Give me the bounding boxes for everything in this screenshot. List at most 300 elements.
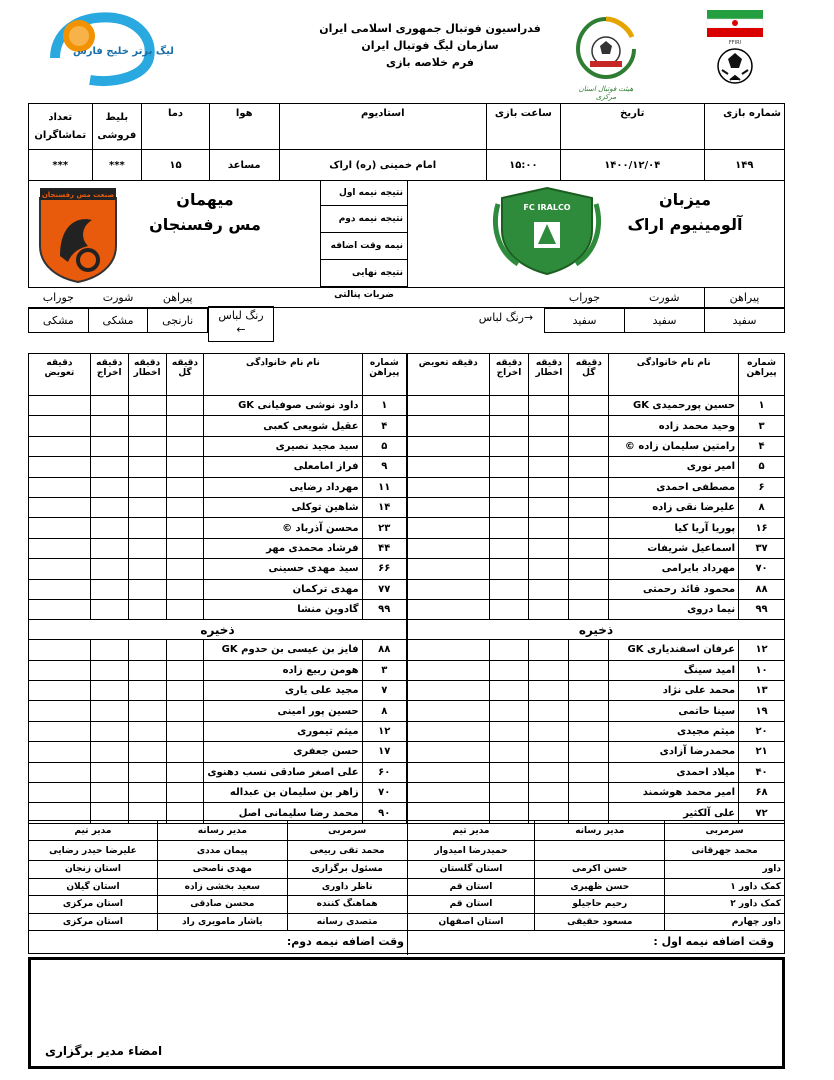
home-event-cell	[529, 599, 569, 619]
home-player-name: محمود قائد رحمتی	[609, 579, 739, 599]
home-head-coach-label: سرمربی	[665, 821, 785, 841]
away-event-cell	[90, 497, 128, 517]
away-head-coach-label: سرمربی	[287, 821, 407, 841]
away-player-row	[29, 396, 407, 416]
info-header-temperature: دما	[142, 104, 210, 150]
away-event-cell	[29, 477, 91, 497]
home-event-cell	[529, 762, 569, 782]
home-event-cell	[489, 477, 529, 497]
organizer-name: سعید بخشی زاده	[157, 878, 287, 896]
away-event-cell	[90, 416, 128, 436]
away-player-row	[29, 436, 407, 456]
away-player-row	[29, 559, 407, 579]
home-player-number: ۴	[739, 436, 785, 456]
away-player-number: ۴۴	[362, 538, 406, 558]
extra-time-first-half-label: وقت اضافه نیمه اول :	[653, 935, 774, 948]
home-player-name: علی آلکثیر	[609, 803, 739, 823]
info-value-temperature: ۱۵	[142, 150, 210, 181]
league-logo-text: لیگ برتر خلیج فارس	[73, 46, 174, 57]
home-player-row	[408, 538, 785, 558]
away-player-row	[29, 416, 407, 436]
away-event-cell	[90, 396, 128, 416]
away-event-cell	[166, 762, 204, 782]
home-event-cell	[569, 681, 609, 701]
away-event-cell	[128, 762, 166, 782]
home-player-number: ۲۱	[739, 742, 785, 762]
away-event-cell	[29, 436, 91, 456]
home-player-name: امیر محمد هوشمند	[609, 783, 739, 803]
home-player-name: امیر نوری	[609, 457, 739, 477]
away-player-row	[29, 762, 407, 782]
away-event-cell	[128, 477, 166, 497]
away-lineup-table	[28, 353, 407, 824]
home-event-cell	[489, 701, 529, 721]
away-event-cell	[29, 416, 91, 436]
away-event-cell	[29, 497, 91, 517]
info-value-time: ۱۵:۰۰	[486, 150, 560, 181]
away-media-manager-label: مدیر رسانه	[157, 821, 287, 841]
away-event-cell	[90, 559, 128, 579]
away-event-cell	[90, 640, 128, 660]
home-event-cell	[529, 559, 569, 579]
staff-section	[28, 820, 785, 931]
away-event-cell	[90, 518, 128, 538]
away-player-number: ۷۷	[362, 579, 406, 599]
home-lineup-header: دقیقه اخراج	[489, 354, 529, 396]
away-event-cell	[29, 681, 91, 701]
home-event-cell	[489, 599, 529, 619]
organizer-name: محسن صادقی	[157, 896, 287, 914]
home-event-cell	[569, 640, 609, 660]
official-name: مسعود حقیقی	[535, 913, 665, 931]
home-event-cell	[408, 396, 490, 416]
home-player-name: مصطفی احمدی	[609, 477, 739, 497]
home-lineup-header: دقیقه تعویض	[408, 354, 490, 396]
home-event-cell	[569, 436, 609, 456]
away-player-name: شاهین توکلی	[204, 497, 362, 517]
away-event-cell	[29, 640, 91, 660]
away-event-cell	[128, 538, 166, 558]
away-player-number: ۳	[362, 660, 406, 680]
home-event-cell	[529, 660, 569, 680]
info-header-spectators: تعداد تماشاگران	[29, 104, 93, 150]
away-player-name: سید مهدی حسینی	[204, 559, 362, 579]
away-event-cell	[90, 436, 128, 456]
home-player-number: ۸	[739, 497, 785, 517]
home-lineup-header: دقیقه اخطار	[529, 354, 569, 396]
home-player-row	[408, 416, 785, 436]
home-media-manager-name	[535, 841, 665, 861]
home-event-cell	[489, 457, 529, 477]
home-event-cell	[569, 559, 609, 579]
away-player-name: هومن ربیع زاده	[204, 660, 362, 680]
away-player-number: ۶۶	[362, 559, 406, 579]
away-event-cell	[166, 701, 204, 721]
result-second-half-label: نتیجه نیمه دوم	[320, 206, 408, 233]
svg-text:FC IRALCO: FC IRALCO	[523, 203, 571, 212]
home-event-cell	[489, 396, 529, 416]
away-event-cell	[90, 660, 128, 680]
away-event-cell	[90, 783, 128, 803]
away-player-number: ۹۰	[362, 803, 406, 823]
result-extra-time-label: نیمه وقت اضافه	[320, 233, 408, 260]
home-player-number: ۵	[739, 457, 785, 477]
away-event-cell	[29, 701, 91, 721]
official-name: حسن اکرمی	[535, 861, 665, 879]
away-event-cell	[90, 579, 128, 599]
away-event-cell	[166, 457, 204, 477]
away-player-name: مهدی ترکمان	[204, 579, 362, 599]
away-event-cell	[128, 742, 166, 762]
organizer-name: مهدی ناصحی	[157, 861, 287, 879]
away-event-cell	[166, 681, 204, 701]
away-player-row	[29, 497, 407, 517]
penalty-label: ضربات پنالتی	[334, 290, 394, 300]
home-player-number: ۱۳	[739, 681, 785, 701]
away-player-number: ۵	[362, 436, 406, 456]
home-event-cell	[569, 396, 609, 416]
away-kit-socks-color: مشکی	[29, 308, 89, 332]
away-lineup-header: دقیقه اخطار	[128, 354, 166, 396]
away-player-name: محسن آذرباد ©	[204, 518, 362, 538]
away-player-row	[29, 783, 407, 803]
home-event-cell	[569, 538, 609, 558]
away-event-cell	[166, 640, 204, 660]
svg-text:صنعت مس رفسنجان: صنعت مس رفسنجان	[41, 191, 115, 199]
home-event-cell	[489, 742, 529, 762]
away-event-cell	[90, 477, 128, 497]
home-event-cell	[408, 721, 490, 741]
home-event-cell	[408, 701, 490, 721]
home-kit-table	[544, 288, 785, 333]
away-kit-arrow: ←	[236, 323, 246, 336]
organizer-province: استان مرکزی	[29, 913, 158, 931]
official-role: داور	[665, 861, 785, 879]
home-player-number: ۳۷	[739, 538, 785, 558]
official-province: استان اصفهان	[407, 913, 535, 931]
away-player-name: فراز امامعلی	[204, 457, 362, 477]
home-player-name: مهرداد بایرامی	[609, 559, 739, 579]
home-player-row	[408, 640, 785, 660]
away-event-cell	[29, 538, 91, 558]
home-event-cell	[408, 416, 490, 436]
home-kit-header-shorts: شورت	[648, 291, 680, 305]
official-name: حسن ظهیری	[535, 878, 665, 896]
away-player-name: مجید علی یاری	[204, 681, 362, 701]
away-event-cell	[166, 396, 204, 416]
away-event-cell	[128, 579, 166, 599]
provincial-board-logo	[570, 15, 642, 101]
organizer-province: استان مرکزی	[29, 896, 158, 914]
official-province: استان گلستان	[407, 861, 535, 879]
home-head-coach-name: محمد جهرقانی	[665, 841, 785, 861]
home-player-number: ۲۰	[739, 721, 785, 741]
home-player-row	[408, 701, 785, 721]
home-event-cell	[529, 518, 569, 538]
away-event-cell	[128, 396, 166, 416]
home-kit-header-socks: جوراب	[568, 291, 601, 305]
home-event-cell	[569, 721, 609, 741]
info-header-time: ساعت بازی	[486, 104, 560, 150]
away-event-cell	[29, 742, 91, 762]
away-event-cell	[128, 457, 166, 477]
away-event-cell	[90, 457, 128, 477]
info-value-weather: مساعد	[209, 150, 279, 181]
away-event-cell	[128, 783, 166, 803]
away-event-cell	[166, 599, 204, 619]
away-event-cell	[166, 416, 204, 436]
home-team-manager-name: حمیدرضا امیدوار	[407, 841, 535, 861]
away-player-name: فایز بن عیسی بن حدوم GK	[204, 640, 362, 660]
away-event-cell	[29, 762, 91, 782]
home-event-cell	[569, 783, 609, 803]
away-player-number: ۱۷	[362, 742, 406, 762]
home-event-cell	[569, 579, 609, 599]
home-player-number: ۷۰	[739, 559, 785, 579]
away-event-cell	[166, 477, 204, 497]
home-player-row	[408, 721, 785, 741]
home-event-cell	[569, 457, 609, 477]
home-event-cell	[408, 538, 490, 558]
away-player-row	[29, 579, 407, 599]
home-event-cell	[489, 579, 529, 599]
home-kit-shirt-color: سفید	[705, 308, 785, 332]
away-lineup-grid	[28, 353, 407, 824]
home-event-cell	[408, 681, 490, 701]
result-labels	[320, 180, 408, 287]
away-player-row	[29, 701, 407, 721]
away-kit-label: رنگ لباس	[218, 309, 264, 322]
home-player-row	[408, 579, 785, 599]
home-player-name: حسین پورحمیدی GK	[609, 396, 739, 416]
home-event-cell	[569, 742, 609, 762]
home-event-cell	[529, 681, 569, 701]
away-event-cell	[128, 660, 166, 680]
home-team-label: میزبان	[658, 190, 712, 209]
home-event-cell	[529, 497, 569, 517]
home-player-row	[408, 457, 785, 477]
away-player-number: ۲۳	[362, 518, 406, 538]
signature-box	[28, 957, 785, 1069]
info-header-weather: هوا	[209, 104, 279, 150]
away-event-cell	[128, 701, 166, 721]
away-player-row	[29, 538, 407, 558]
home-lineup-grid	[407, 353, 785, 824]
persian-gulf-pro-league-logo	[45, 8, 174, 88]
home-event-cell	[489, 497, 529, 517]
away-player-number: ۷۰	[362, 783, 406, 803]
home-kit-socks-color: سفید	[545, 308, 625, 332]
home-player-name: وحید محمد زاده	[609, 416, 739, 436]
home-player-row	[408, 660, 785, 680]
home-lineup-table	[407, 353, 785, 824]
home-event-cell	[489, 538, 529, 558]
form-title: فرم خلاصه بازی	[385, 56, 475, 69]
away-kit-label-box	[208, 306, 274, 342]
away-player-number: ۴	[362, 416, 406, 436]
home-player-number: ۳	[739, 416, 785, 436]
info-header-date: تاریخ	[560, 104, 704, 150]
away-player-number: ۹	[362, 457, 406, 477]
away-lineup-header: دقیقه تعویض	[29, 354, 91, 396]
extra-time-second-half-label: وقت اضافه نیمه دوم:	[286, 935, 404, 948]
away-player-row	[29, 721, 407, 741]
away-kit-header-socks: جوراب	[42, 291, 74, 305]
home-player-number: ۱۹	[739, 701, 785, 721]
away-player-row	[29, 742, 407, 762]
info-header-match-number: شماره بازی	[704, 104, 784, 150]
home-reserves-heading: ذخیره	[408, 620, 785, 640]
away-player-name: میثم تیموری	[204, 721, 362, 741]
home-player-name: رامتین سلیمان زاده ©	[609, 436, 739, 456]
away-team-logo	[36, 186, 120, 284]
home-player-row	[408, 599, 785, 619]
official-province: استان قم	[407, 878, 535, 896]
organizer-role: مسئول برگزاری	[287, 861, 407, 879]
home-event-cell	[529, 742, 569, 762]
home-event-cell	[489, 416, 529, 436]
away-player-row	[29, 681, 407, 701]
home-player-name: میلاد احمدی	[609, 762, 739, 782]
away-media-manager-name: پیمان مددی	[157, 841, 287, 861]
result-first-half-label: نتیجه نیمه اول	[320, 180, 408, 206]
home-event-cell	[408, 457, 490, 477]
home-event-cell	[408, 497, 490, 517]
league-organization-title: سازمان لیگ فوتبال ایران	[361, 39, 499, 52]
info-header-stadium: استادیوم	[279, 104, 486, 150]
svg-text:FFIRI: FFIRI	[728, 40, 742, 46]
home-player-name: علیرضا نقی زاده	[609, 497, 739, 517]
away-player-number: ۸	[362, 701, 406, 721]
home-event-cell	[569, 701, 609, 721]
home-player-row	[408, 681, 785, 701]
home-event-cell	[408, 477, 490, 497]
away-event-cell	[128, 416, 166, 436]
home-event-cell	[489, 762, 529, 782]
home-event-cell	[529, 579, 569, 599]
home-event-cell	[569, 660, 609, 680]
away-player-row	[29, 660, 407, 680]
official-role: کمک داور ۲	[665, 896, 785, 914]
away-event-cell	[90, 681, 128, 701]
away-player-number: ۱۴	[362, 497, 406, 517]
away-event-cell	[128, 721, 166, 741]
home-event-cell	[529, 538, 569, 558]
info-value-spectators: ***	[29, 150, 93, 181]
home-event-cell	[408, 783, 490, 803]
home-player-row	[408, 762, 785, 782]
home-event-cell	[489, 681, 529, 701]
organizer-province: استان گیلان	[29, 878, 158, 896]
home-player-row	[408, 742, 785, 762]
home-media-manager-label: مدیر رسانه	[535, 821, 665, 841]
away-event-cell	[90, 538, 128, 558]
away-team-block	[130, 190, 280, 234]
official-role: کمک داور ۱	[665, 878, 785, 896]
away-player-name: مهرداد رضایی	[204, 477, 362, 497]
home-player-number: ۶	[739, 477, 785, 497]
home-event-cell	[408, 742, 490, 762]
federation-logo	[705, 8, 765, 90]
home-player-row	[408, 518, 785, 538]
home-player-number: ۶۸	[739, 783, 785, 803]
home-event-cell	[408, 579, 490, 599]
away-event-cell	[29, 599, 91, 619]
home-player-name: محمد علی نژاد	[609, 681, 739, 701]
home-event-cell	[489, 660, 529, 680]
info-value-ticket-sales: ***	[92, 150, 142, 181]
away-event-cell	[166, 538, 204, 558]
away-event-cell	[166, 559, 204, 579]
home-event-cell	[408, 436, 490, 456]
info-value-stadium: امام خمینی (ره) اراک	[279, 150, 486, 181]
home-event-cell	[408, 640, 490, 660]
away-player-number: ۷	[362, 681, 406, 701]
home-player-row	[408, 783, 785, 803]
away-kit-table	[28, 288, 208, 333]
home-event-cell	[489, 559, 529, 579]
away-player-name: سید مجید نصیری	[204, 436, 362, 456]
away-kit-shirt-color: نارنجی	[148, 308, 208, 332]
signature-label: امضاء مدیر برگزاری	[45, 1044, 163, 1058]
home-event-cell	[489, 640, 529, 660]
home-event-cell	[489, 783, 529, 803]
organizer-role: ناظر داوری	[287, 878, 407, 896]
home-event-cell	[569, 497, 609, 517]
home-player-name: امید سینگ	[609, 660, 739, 680]
home-player-row	[408, 477, 785, 497]
away-player-row	[29, 477, 407, 497]
home-event-cell	[408, 518, 490, 538]
away-player-name: فرشاد محمدی مهر	[204, 538, 362, 558]
away-event-cell	[29, 559, 91, 579]
official-province: استان قم	[407, 896, 535, 914]
away-team-label: میهمان	[176, 190, 234, 209]
match-info-table	[28, 103, 785, 181]
home-kit-label: →رنگ لباس	[478, 311, 534, 324]
organizer-role: هماهنگ کننده	[287, 896, 407, 914]
away-player-row	[29, 640, 407, 660]
home-player-name: پوریا آریا کیا	[609, 518, 739, 538]
provincial-board-logo-text: هیئت فوتبال استان مرکزی	[578, 85, 634, 101]
away-event-cell	[29, 579, 91, 599]
away-player-number: ۱۱	[362, 477, 406, 497]
staff-table	[28, 820, 785, 931]
home-event-cell	[408, 660, 490, 680]
away-team-manager-name: علیرضا حیدر رضایی	[29, 841, 158, 861]
away-event-cell	[90, 742, 128, 762]
away-player-name: محمد رضا سلیمانی اصل	[204, 803, 362, 823]
home-player-number: ۸۸	[739, 579, 785, 599]
away-event-cell	[166, 783, 204, 803]
home-kit-header-shirt: پیراهن	[705, 288, 785, 308]
home-event-cell	[529, 396, 569, 416]
home-player-row	[408, 497, 785, 517]
away-event-cell	[128, 599, 166, 619]
away-event-cell	[128, 559, 166, 579]
home-event-cell	[529, 416, 569, 436]
away-event-cell	[128, 497, 166, 517]
home-event-cell	[529, 436, 569, 456]
official-name: رحیم حاجیلو	[535, 896, 665, 914]
away-event-cell	[166, 742, 204, 762]
away-event-cell	[29, 518, 91, 538]
away-kit-shorts-color: مشکی	[88, 308, 148, 332]
away-event-cell	[128, 518, 166, 538]
home-event-cell	[529, 457, 569, 477]
away-kit-header-shorts: شورت	[102, 291, 134, 305]
home-player-number: ۴۰	[739, 762, 785, 782]
